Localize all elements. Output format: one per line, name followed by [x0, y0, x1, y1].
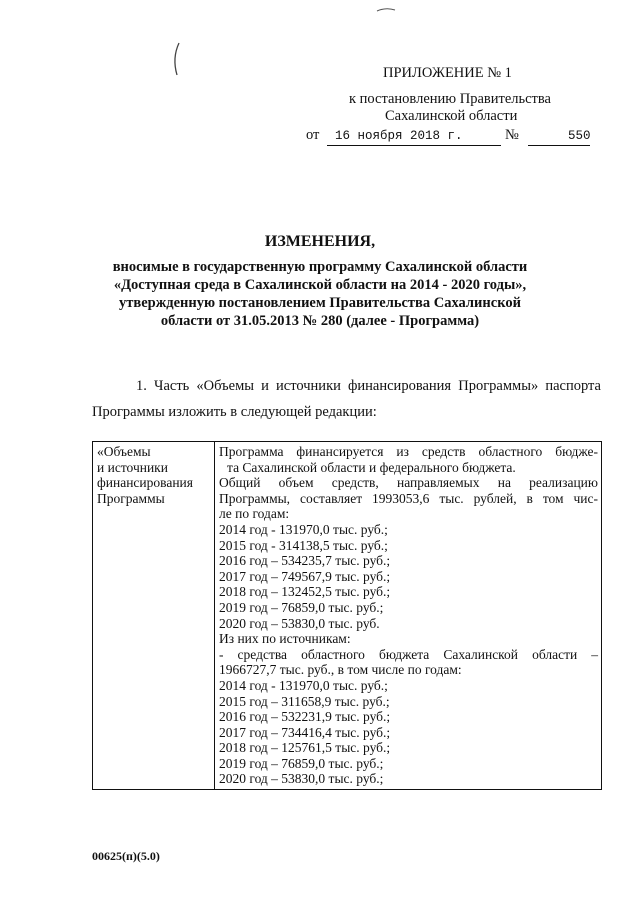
content-line: 2015 год – 311658,9 тыс. руб.; [219, 693, 390, 709]
heading-line-3: утвержденную постановлением Правительства Сахалинской [119, 295, 521, 311]
content-line: 2017 год – 734416,4 тыс. руб.; [219, 724, 391, 740]
label-line: и источники [97, 459, 168, 475]
content-line: 2019 год – 76859,0 тыс. руб.; [219, 599, 384, 615]
content-line: Общий объем средств, направляемых на реализацию [219, 475, 598, 491]
changes-title: ИЗМЕНЕНИЯ, [264, 233, 376, 250]
content-line: 2016 год – 532231,9 тыс. руб.; [219, 709, 391, 725]
content-line: 2020 год – 53830,0 тыс. руб. [219, 615, 380, 631]
content-line: 2016 год – 534235,7 тыс. руб.; [219, 553, 391, 569]
content-line: Программа финансируется из средств областного бюдже- [219, 444, 598, 459]
label-line: финансирования [97, 475, 193, 491]
content-line: Программы, составляет 1993053,6 тыс. рублей, в том чис- [219, 490, 598, 506]
appendix-title: ПРИЛОЖЕНИЕ № 1 [383, 65, 512, 81]
financing-table [92, 441, 602, 790]
content-line: 2020 год – 53830,0 тыс. руб.; [219, 771, 384, 787]
content-line: Из них по источникам: [219, 631, 351, 647]
table-row [93, 442, 602, 790]
appendix-number-row [505, 126, 590, 146]
appendix-line-2: Сахалинской области [385, 108, 518, 124]
content-line: 2014 год - 131970,0 тыс. руб.; [219, 677, 388, 693]
table-content-cell [215, 442, 602, 790]
content-line: 1966727,7 тыс. руб., в том числе по годам: [219, 662, 462, 678]
scan-mark-bracket [170, 42, 182, 76]
heading-line-2: «Доступная среда в Сахалинской области на 2014 - 2020 годы», [113, 277, 527, 293]
appendix-date-row [306, 126, 501, 146]
content-line: 2015 год - 314138,5 тыс. руб.; [219, 537, 388, 553]
intro-line-2: Программы изложить в следующей редакции: [92, 404, 377, 420]
appendix-date: 16 ноября 2018 г. [327, 127, 501, 146]
content-line: 2014 год - 131970,0 тыс. руб.; [219, 521, 388, 537]
heading-line-4: области от 31.05.2013 № 280 (далее - Программа) [160, 313, 480, 329]
heading-line-1: вносимые в государственную программу Сахалинской области [112, 259, 528, 275]
document-code: 00625(п)(5.0) [92, 849, 160, 863]
content-line: 2019 год – 76859,0 тыс. руб.; [219, 755, 384, 771]
content-line: 2018 год – 132452,5 тыс. руб.; [219, 584, 391, 600]
scan-mark-top [376, 6, 396, 14]
table-label-cell [93, 442, 215, 790]
content-line: 2017 год – 749567,9 тыс. руб.; [219, 568, 391, 584]
content-line: ле по годам: [219, 506, 290, 522]
number-prefix: № [505, 127, 519, 143]
appendix-number: 550 [528, 127, 590, 146]
intro-line-1: 1. Часть «Объемы и источники финансирования Программы» паспорта [136, 378, 601, 394]
date-prefix: от [306, 127, 320, 143]
appendix-line-1: к постановлению Правительства [349, 91, 551, 107]
content-line: та Сахалинской области и федерального бюджета. [227, 459, 516, 475]
content-line: 2018 год – 125761,5 тыс. руб.; [219, 740, 391, 756]
label-line: «Объемы [97, 444, 151, 459]
content-line: - средства областного бюджета Сахалинской области – [219, 646, 598, 662]
label-line: Программы [97, 490, 165, 506]
